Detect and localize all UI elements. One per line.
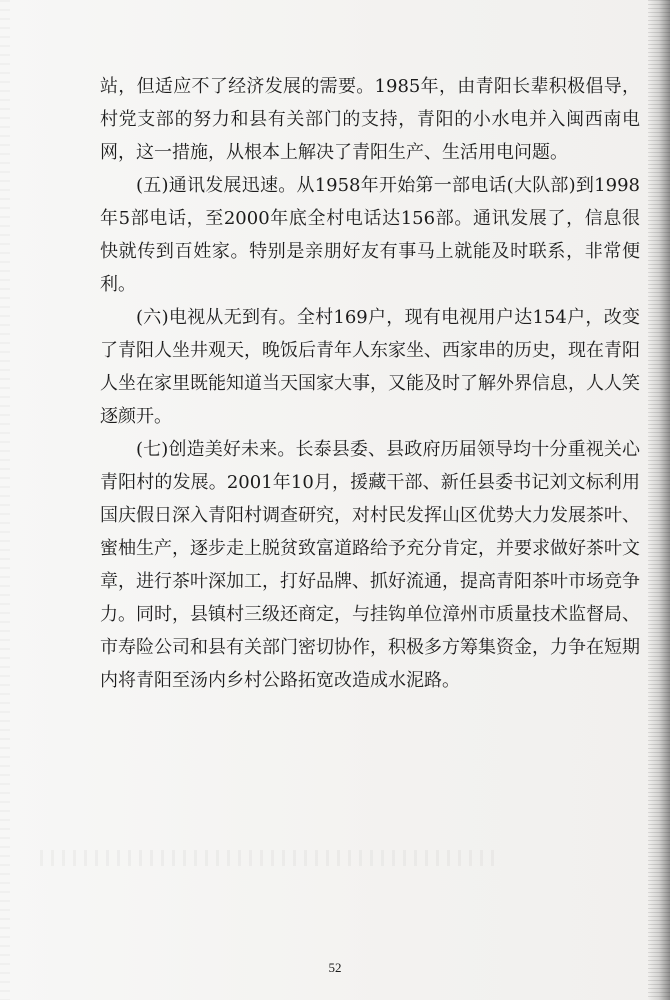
- paragraph-continuation: 站，但适应不了经济发展的需要。1985年，由青阳长辈积极倡导，村党支部的努力和县有关部门的支持，青阳的小水电并入闽西南电网，这一措施，从根本上解决了青阳生产、生活用电问题。: [100, 76, 640, 163]
- page-number: 52: [328, 960, 342, 975]
- scan-edge-right: [648, 0, 670, 1000]
- paragraph-television: (六)电视从无到有。全村169户，现有电视用户达154户，改变了青阳人坐井观天，晚饭后青年人东家坐、西家串的历史，现在青阳人坐在家里既能知道当天国家大事，又能及时了解外界信息，人人笑逐颜开。: [100, 307, 640, 427]
- scan-edge-left: [0, 0, 10, 1000]
- paragraph-future: (七)创造美好未来。长泰县委、县政府历届领导均十分重视关心青阳村的发展。2001年10月，援藏干部、新任县委书记刘文标利用国庆假日深入青阳村调查研究，对村民发挥山区优势大力发展茶叶、蜜柚生产，逐步走上脱贫致富道路给予充分肯定，并要求做好茶叶文章，进行茶叶深加工，打好品牌、抓好流通，提高青阳茶叶市场竞争力。同时，县镇村三级还商定，与挂钩单位漳州市质量技术监督局、市寿险公司和县有关部门密切协作，积极多方筹集资金，力争在短期内将青阳至汤内乡村公路拓宽改造成水泥路。: [100, 439, 640, 691]
- body-text: [100, 70, 640, 697]
- paragraph-telecom: (五)通讯发展迅速。从1958年开始第一部电话(大队部)到1998年5部电话，至2000年底全村电话达156部。通讯发展了，信息很快就传到百姓家。特别是亲朋好友有事马上就能及时联系，非常便利。: [100, 175, 640, 295]
- scan-noise: [40, 850, 500, 866]
